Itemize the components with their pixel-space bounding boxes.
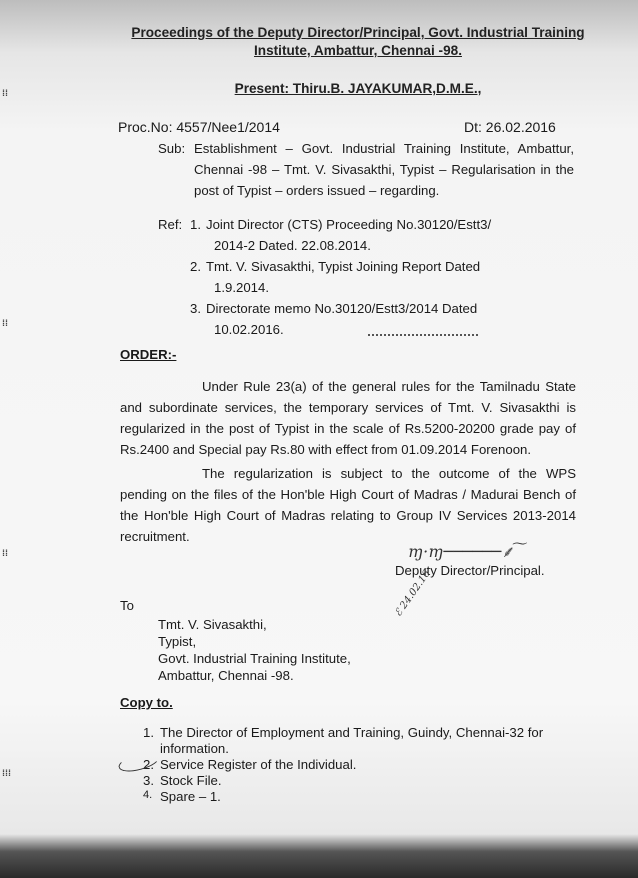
ref-1-line1: Joint Director (CTS) Proceeding No.30120/Estt3/ <box>206 217 492 232</box>
ref-3-line1: Directorate memo No.30120/Estt3/2014 Dated <box>206 301 478 316</box>
binder-mark: ⁞⁞⁞ <box>2 768 11 778</box>
copy-1-line2: information. <box>160 741 229 756</box>
copy-2-line1: Service Register of the Individual. <box>160 757 357 772</box>
copy-3-line1: Stock File. <box>160 773 222 788</box>
proceedings-title-line2: Institute, Ambattur, Chennai -98. <box>254 43 462 58</box>
copy-4-number: 4. <box>143 789 153 801</box>
ref-1-line2: 2014-2 Dated. 22.08.2014. <box>214 238 371 253</box>
copy-1-number: 1. <box>143 725 154 740</box>
order-paragraph-2: The regularization is subject to the outcome of the WPS pending on the files of the Hon'ble High Court of Madras / Madurai Bench of the Hon'ble High Court of Madras relating to Group IV Services 2013-2014 recruitment. <box>120 466 576 544</box>
proc-number: Proc.No: 4557/Nee1/2014 <box>118 119 280 135</box>
handwritten-initials: ℰ 24.02.16 <box>392 568 433 619</box>
sub-label: Sub: <box>158 141 186 156</box>
signatory-title: Deputy Director/Principal. <box>395 563 545 578</box>
copy-2-number: 2. <box>143 757 154 772</box>
copy-3-number: 3. <box>143 773 154 788</box>
proc-date: Dt: 26.02.2016 <box>464 119 556 135</box>
present-line: Present: Thiru.B. JAYAKUMAR,D.M.E., <box>234 81 482 96</box>
order-heading: ORDER:- <box>120 347 177 362</box>
ref-3-line2: 10.02.2016. <box>214 322 284 337</box>
ref-label: Ref: <box>158 217 183 232</box>
copy-1-line1: The Director of Employment and Training, Guindy, Chennai-32 for <box>160 725 544 740</box>
binder-mark: ⁞⁞ <box>2 548 8 558</box>
to-label: To <box>120 598 134 613</box>
copy-to-heading: Copy to. <box>120 695 173 710</box>
binder-mark: ⁞⁞ <box>2 88 8 98</box>
address-line: Govt. Industrial Training Institute, <box>158 651 351 666</box>
handwritten-signature: ɱ·ɱ──────⸙ ͠ <box>408 542 519 561</box>
order-paragraph-1: Under Rule 23(a) of the general rules for the Tamilnadu State and subordinate services, the temporary services of Tmt. V. Sivasakthi is regularized in the post of Typist in the scale of Rs.5200-20200 grade pay of Rs.2400 and Special pay Rs.80 with effect from 01.09.2014 Forenoon. <box>120 379 576 457</box>
handwritten-tick-mark <box>117 749 162 775</box>
ref-2-line2: 1.9.2014. <box>214 280 269 295</box>
subject-text: Establishment – Govt. Industrial Training Institute, Ambattur, Chennai -98 – Tmt. V. Sivasakthi, Typist – Regularisation in the post of Typist – orders issued – regarding. <box>194 141 574 198</box>
address-line: Typist, <box>158 634 197 649</box>
ref-2-line1: Tmt. V. Sivasakthi, Typist Joining Report Dated <box>206 259 481 274</box>
binder-mark: ⁞⁞ <box>2 318 8 328</box>
divider <box>368 334 478 336</box>
address-line: Ambattur, Chennai -98. <box>158 668 294 683</box>
proceedings-title-line1: Proceedings of the Deputy Director/Principal, Govt. Industrial Training <box>131 25 585 40</box>
address-line: Tmt. V. Sivasakthi, <box>158 617 267 632</box>
ref-1-number: 1. <box>190 217 201 232</box>
ref-2-number: 2. <box>190 259 201 274</box>
ref-3-number: 3. <box>190 301 201 316</box>
copy-4-line1: Spare – 1. <box>160 789 221 804</box>
